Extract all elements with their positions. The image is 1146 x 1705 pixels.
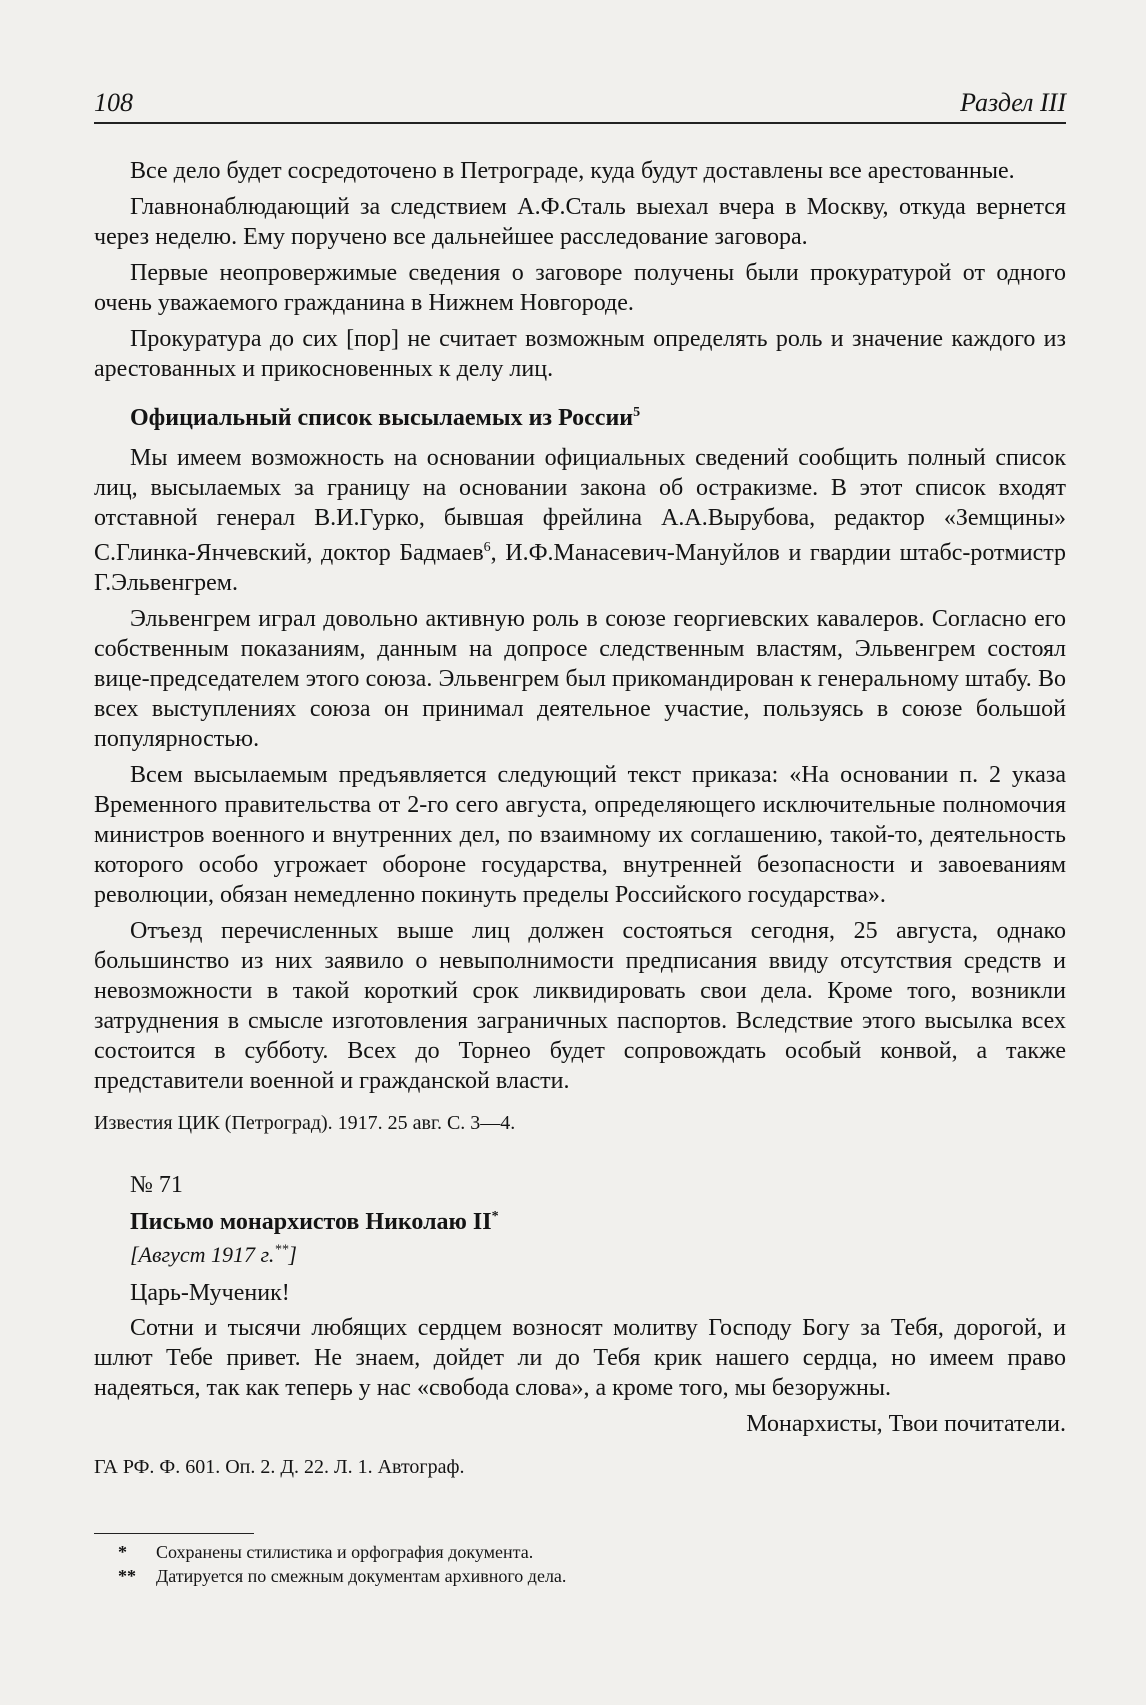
footnote-ref: 5 [633, 405, 641, 420]
paragraph: Первые неопровержимые сведения о заговоре получены были прокуратурой от одного очень уважаемого гражданина в Нижнем Новгороде. [94, 260, 1066, 316]
paragraph: Мы имеем возможность на основании официальных сведений сообщить полный список лиц, высылаемых за границу на основании закона об остракизме. В этот список входят отставной генерал В.И.Гурко, бывшая фрейлина А.А.Вырубова, редактор «Земщины» С.Глинка-Янчевский, доктор Бадмаев$^6$, И.Ф.Манасевич-Мануйлов и гвардии штабс-ротмистр Г.Эльвенгрем. [94, 445, 1066, 596]
footnote-text: Датируется по смежным документам архивного дела. [156, 1566, 567, 1586]
paragraph: Всем высылаемым предъявляется следующий текст приказа: «На основании п. 2 указа Временного правительства от 2-го сего августа, определяющего исключительные полномочия министров военного и внутренних дел, по взаимному их соглашению, такой-то, деятельность которого особо угрожает обороне государства, внутренней безопасности и завоеваниям революции, обязан немедленно покинуть пределы Российского государства». [94, 762, 1066, 908]
letter-body: Сотни и тысячи любящих сердцем возносят молитву Господу Богу за Тебя, дорогой, и шлют Тебе привет. Не знаем, дойдет ли до Тебя крик нашего сердца, но имеем право надеяться, так как теперь у нас «свобода слова», а кроме того, мы безоружны. [94, 1315, 1066, 1401]
footnote-text: Сохранены стилистика и орфография документа. [156, 1542, 534, 1562]
letter-greeting: Царь-Мученик! [130, 1280, 290, 1306]
source-citation: Известия ЦИК (Петроград). 1917. 25 авг. С. 3—4. [94, 1112, 516, 1134]
footnote [118, 1540, 566, 1564]
document-number: № 71 [130, 1172, 183, 1198]
footnote-rule [94, 1533, 254, 1534]
section-title: Раздел III [960, 88, 1066, 117]
document-date: [Август 1917 г.**] [130, 1242, 297, 1267]
footnote [118, 1564, 566, 1588]
page-number: 108 [94, 88, 133, 117]
footnote-ref: ** [274, 1242, 289, 1258]
paragraph: Прокуратура до сих [пор] не считает возможным определять роль и значение каждого из арестованных и прикосновенных к делу лиц. [94, 326, 1066, 382]
letter-signature: Монархисты, Твои почитатели. [746, 1411, 1066, 1437]
archive-reference: ГА РФ. Ф. 601. Оп. 2. Д. 22. Л. 1. Автограф. [94, 1456, 465, 1478]
document-title: Письмо монархистов Николаю II* [130, 1209, 499, 1235]
running-header [94, 86, 1066, 124]
footnote-ref: * [491, 1209, 499, 1224]
paragraph: Эльвенгрем играл довольно активную роль в союзе георгиевских кавалеров. Согласно его собственным показаниям, данным на допросе следственным властям, Эльвенгрем состоял вице-председателем этого союза. Эльвенгрем был прикомандирован к генеральному штабу. Во всех выступлениях союза он принимал деятельное участие, пользуясь в союзе большой популярностью. [94, 606, 1066, 752]
section-heading [130, 398, 1066, 433]
footnote-mark: * [118, 1542, 127, 1562]
footnote-ref: 6 [483, 540, 491, 555]
paragraph: Главнонаблюдающий за следствием А.Ф.Сталь выехал вчера в Москву, откуда вернется через неделю. Ему поручено все дальнейшее расследование заговора. [94, 194, 1066, 250]
heading-text: Официальный список высылаемых из России [130, 405, 634, 431]
footnotes [118, 1540, 566, 1588]
paragraph: Отъезд перечисленных выше лиц должен состояться сегодня, 25 августа, однако большинство из них заявило о невыполнимости предписания ввиду отсутствия средств и невозможности в такой короткий срок ликвидировать свои дела. Кроме того, возникли затруднения в смысле изготовления заграничных паспортов. Вследствие этого высылка всех состоится в субботу. Всех до Торнео будет сопровождать особый конвой, а также представители военной и гражданской власти. [94, 918, 1066, 1094]
paragraph: Все дело будет сосредоточено в Петрограде, куда будут доставлены все арестованные. [130, 158, 1015, 184]
footnote-mark: ** [118, 1566, 136, 1586]
main-text [94, 156, 1066, 1479]
